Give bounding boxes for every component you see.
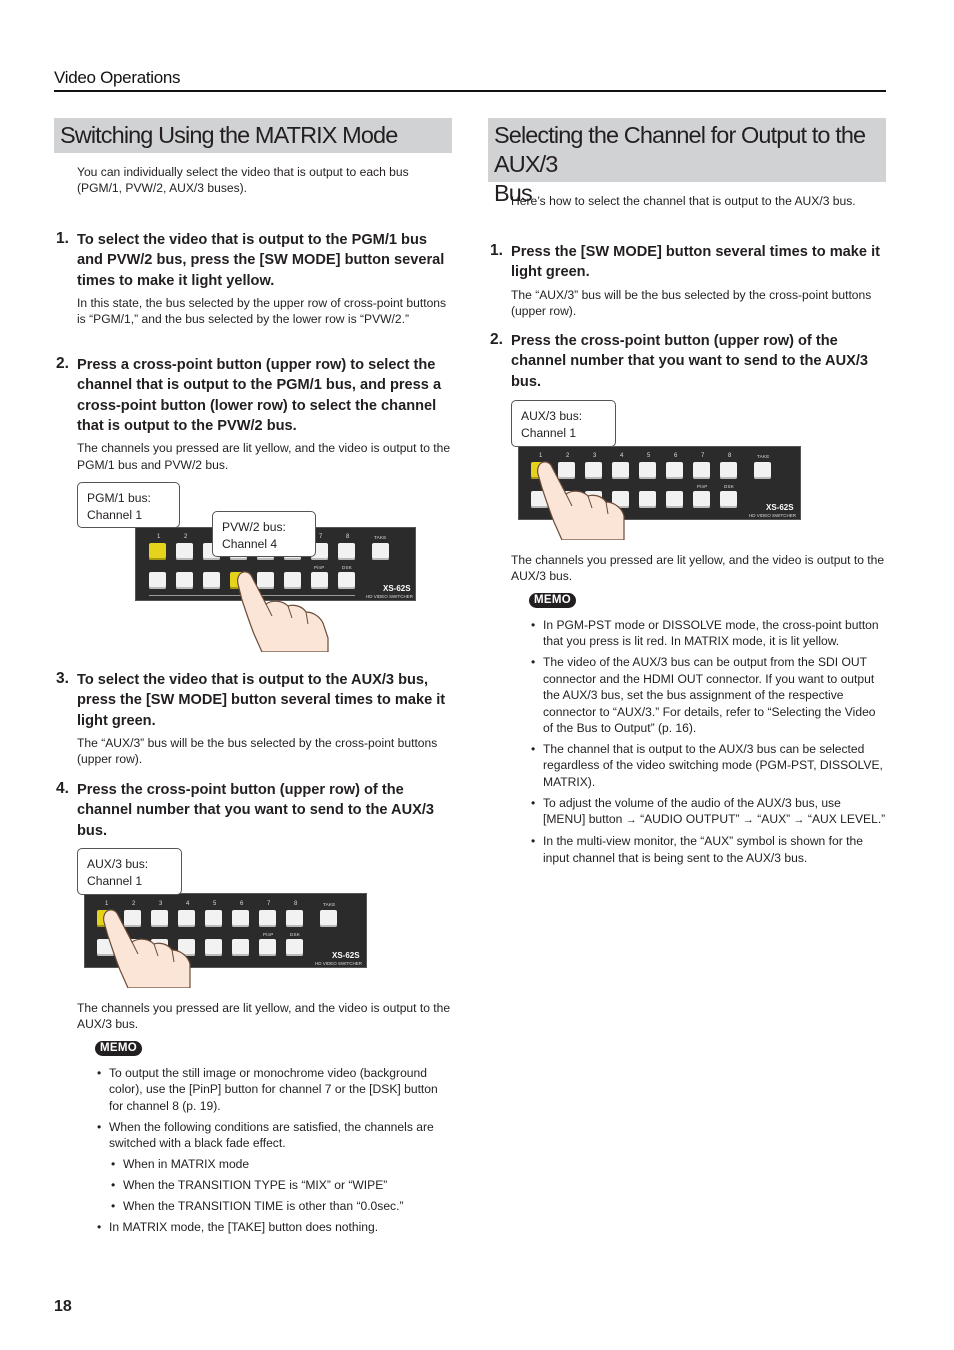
step-heading: To select the video that is output to the AUX/3 bus, press the [SW MODE] button several times to make it light green. [77, 672, 446, 729]
list-item: • When the following conditions are satisfied, the channels are switched with a black fade effect. [97, 1119, 455, 1152]
callout-line: AUX/3 bus: [521, 409, 583, 423]
list-item: • When the TRANSITION TYPE is “MIX” or “WIPE” [111, 1177, 455, 1193]
model-subtitle: HD VIDEO SWITCHER [315, 961, 363, 966]
list-item: • In MATRIX mode, the [TAKE] button does nothing. [97, 1219, 455, 1235]
channel-number: 3 [159, 901, 163, 907]
cross-point-upper-8 [286, 910, 303, 927]
right-title-line: Selecting the Channel for Output to the AUX/3 [494, 122, 866, 177]
memo-text: “AUDIO OUTPUT” [640, 812, 740, 827]
pinp-label: PinP [314, 565, 325, 570]
pinp-label: PinP [697, 484, 708, 489]
cross-point-lower-8 [286, 939, 303, 956]
list-item [531, 795, 886, 829]
callout-line: Channel 1 [87, 508, 143, 522]
step-body: The “AUX/3” bus will be the bus selected by the cross-point buttons (upper row). [77, 735, 438, 767]
left-step-1 [56, 230, 453, 328]
callout-line: AUX/3 bus: [87, 857, 149, 871]
model-name: XS-62S [766, 503, 794, 512]
channel-number: 7 [267, 901, 271, 907]
step-number: 2. [56, 355, 69, 372]
memo-badge-left: MEMO [95, 1041, 142, 1056]
right-memo-list [531, 617, 886, 871]
take-button [754, 462, 771, 479]
cross-point-lower-3 [203, 572, 220, 589]
step-heading: Press a cross-point button (upper row) to select the channel that is output to the PGM/1 bus, and press a cross-point button (lower row) to select the channel that is output to the PVW/2 bus. [77, 357, 442, 434]
model-name: XS-62S [383, 584, 411, 593]
step-heading: To select the video that is output to the PGM/1 bus and PVW/2 bus, press the [SW MODE] button several times to make it light yellow. [77, 232, 445, 289]
callout-pvw [212, 511, 316, 557]
channel-number: 1 [157, 534, 161, 540]
channel-number: 8 [728, 453, 732, 459]
right-arrow-icon: → [793, 814, 805, 827]
channel-number: 2 [184, 534, 188, 540]
header-rule [54, 90, 886, 92]
cross-point-lower-2 [176, 572, 193, 589]
step-heading: Press the cross-point button (upper row) of the channel number that you want to send to the AUX/3 bus. [511, 333, 869, 390]
memo-text: “AUX LEVEL.” [807, 812, 886, 827]
dsk-label: DSK [724, 484, 735, 489]
channel-number: 2 [132, 901, 136, 907]
left-step-2 [56, 355, 453, 473]
cross-point-lower-6 [666, 491, 683, 508]
list-item: • The channel that is output to the AUX/3 bus can be selected regardless of the video switching mode (PGM-PST, DISSOLVE, MATRIX). [531, 741, 886, 790]
left-title-text: Switching Using the MATRIX Mode [60, 122, 398, 148]
cross-point-upper-8 [720, 462, 737, 479]
step-body: In this state, the bus selected by the upper row of cross-point buttons is “PGM/1,” and the bus selected by the lower row is “PVW/2.” [77, 295, 447, 327]
channel-number: 7 [701, 453, 705, 459]
callout-aux-right [511, 400, 616, 447]
memo-text: To adjust the volume of the audio of the AUX/3 bus, use [MENU] button [543, 795, 841, 827]
callout-line: Channel 1 [87, 874, 143, 888]
cross-point-upper-1 [149, 543, 166, 560]
dsk-label: DSK [290, 932, 301, 937]
callout-pgm [77, 482, 180, 528]
pinp-label: PinP [263, 932, 274, 937]
channel-number: 1 [539, 453, 543, 459]
cross-point-upper-5 [639, 462, 656, 479]
channel-number: 5 [213, 901, 217, 907]
right-arrow-icon: → [742, 814, 754, 827]
step-body: The channels you pressed are lit yellow, and the video is output to the PGM/1 bus and PVW/2 bus. [77, 441, 451, 472]
right-arrow-icon: → [625, 814, 637, 827]
channel-number: 8 [346, 534, 350, 540]
right-step-1 [490, 242, 886, 319]
left-section-title [54, 118, 452, 153]
channel-number: 5 [647, 453, 651, 459]
cross-point-upper-5 [205, 910, 222, 927]
callout-line: Channel 1 [521, 426, 577, 440]
left-step-3 [56, 670, 453, 768]
step-heading: Press the cross-point button (upper row) of the channel number that you want to send to the AUX/3 bus. [77, 782, 435, 839]
list-item: • In the multi-view monitor, the “AUX” symbol is shown for the input channel that is being sent to the AUX/3 bus. [531, 833, 886, 866]
step-heading: Press the [SW MODE] button several times to make it light green. [511, 244, 880, 281]
memo-badge-right: MEMO [529, 593, 576, 608]
channel-number: 8 [294, 901, 298, 907]
channel-number: 3 [593, 453, 597, 459]
right-after-figure: The channels you pressed are lit yellow, and the video is output to the AUX/3 bus. [511, 553, 885, 584]
list-item: • When the TRANSITION TIME is other than “0.0sec.” [111, 1198, 455, 1214]
channel-number: 1 [105, 901, 109, 907]
running-header: Video Operations [54, 68, 181, 87]
cross-point-lower-5 [205, 939, 222, 956]
step-number: 1. [56, 230, 69, 247]
cross-point-upper-8 [338, 543, 355, 560]
step-number: 1. [490, 242, 503, 259]
left-after-figure: The channels you pressed are lit yellow, and the video is output to the AUX/3 bus. [77, 1001, 451, 1032]
cross-point-upper-7 [259, 910, 276, 927]
cross-point-lower-5 [639, 491, 656, 508]
right-step-2 [490, 331, 886, 392]
cross-point-lower-8 [720, 491, 737, 508]
cross-point-upper-2 [176, 543, 193, 560]
cross-point-upper-7 [693, 462, 710, 479]
channel-number: 2 [566, 453, 570, 459]
take-label: TAKE [374, 535, 387, 540]
model-name: XS-62S [332, 951, 360, 960]
cross-point-lower-8 [338, 572, 355, 589]
cross-point-lower-1 [149, 572, 166, 589]
step-body: The “AUX/3” bus will be the bus selected by the cross-point buttons (upper row). [511, 287, 872, 318]
callout-line: Channel 4 [222, 537, 278, 551]
left-intro: You can individually select the video that is output to each bus (PGM/1, PVW/2, AUX/3 buses). [77, 165, 409, 196]
step-number: 2. [490, 331, 503, 348]
callout-line: PVW/2 bus: [222, 520, 286, 534]
right-title-line: Bus [494, 180, 532, 206]
cross-point-lower-6 [232, 939, 249, 956]
right-intro: Here’s how to select the channel that is output to the AUX/3 bus. [511, 194, 856, 208]
step-number: 3. [56, 670, 69, 687]
left-step-4 [56, 780, 453, 841]
channel-number: 6 [674, 453, 678, 459]
pointing-hand-icon [232, 568, 332, 652]
list-item: • When in MATRIX mode [111, 1156, 455, 1172]
cross-point-lower-7 [259, 939, 276, 956]
take-label: TAKE [757, 454, 770, 459]
model-subtitle: HD VIDEO SWITCHER [366, 594, 414, 599]
take-label: TAKE [323, 902, 336, 907]
callout-aux-left [77, 848, 182, 895]
left-memo-list [97, 1065, 455, 1240]
callout-line: PGM/1 bus: [87, 491, 151, 505]
list-item: • To output the still image or monochrome video (background color), use the [PinP] button for channel 7 or the [DSK] button for channel 8 (p. 19). [97, 1065, 455, 1114]
take-button [372, 543, 389, 560]
channel-number: 7 [319, 534, 323, 540]
channel-number: 4 [620, 453, 624, 459]
channel-number: 6 [240, 901, 244, 907]
take-button [320, 910, 337, 927]
cross-point-upper-6 [666, 462, 683, 479]
model-subtitle: HD VIDEO SWITCHER [749, 513, 797, 518]
memo-text: “AUX” [757, 812, 791, 827]
pointing-hand-icon [534, 460, 626, 540]
cross-point-lower-7 [693, 491, 710, 508]
channel-number: 4 [186, 901, 190, 907]
list-item: • The video of the AUX/3 bus can be output from the SDI OUT connector and the HDMI OUT connector. If you want to output the AUX/3 bus, set the bus assignment of the respective connector to “AUX/3.” For details, refer to “Selecting the Video of the Bus to Output” (p. 16). [531, 654, 886, 736]
cross-point-upper-6 [232, 910, 249, 927]
page-number: 18 [54, 1298, 72, 1315]
dsk-label: DSK [342, 565, 353, 570]
step-number: 4. [56, 780, 69, 797]
list-item: • In PGM-PST mode or DISSOLVE mode, the cross-point button that you press is lit red. In MATRIX mode, it is lit yellow. [531, 617, 886, 650]
pointing-hand-icon [100, 908, 192, 988]
